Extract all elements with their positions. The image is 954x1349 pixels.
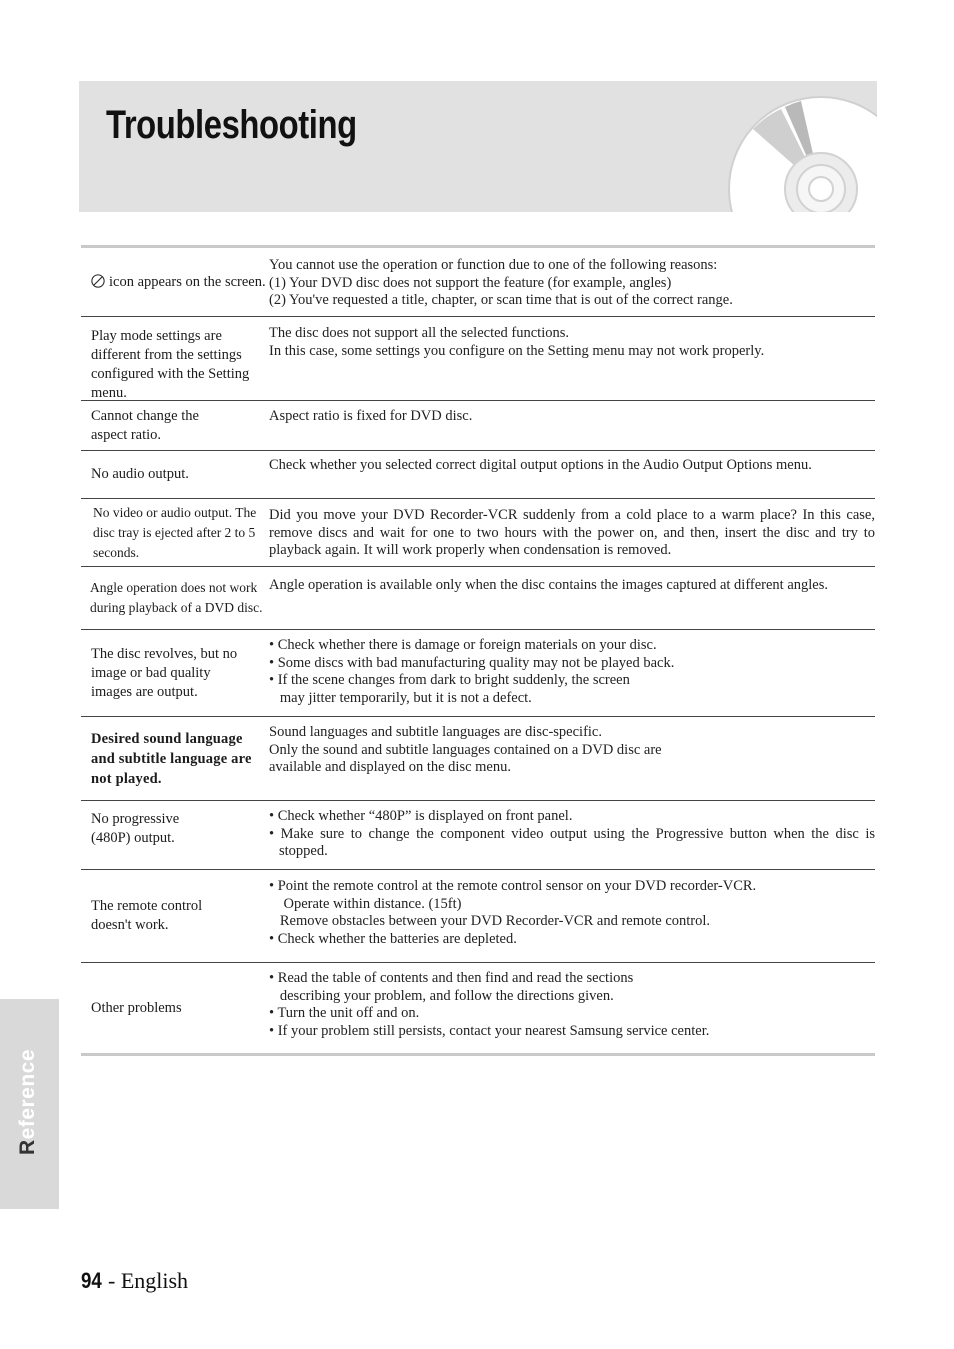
solution-cell: Did you move your DVD Recorder-VCR suddenly from a cold place to a warm place? In this case, remove discs and wait for one to two hours with the power on, and then, insert the disc and try to playback again. It will work properly when condensation is removed. (269, 507, 875, 558)
table-row (81, 316, 875, 400)
problem-cell: The disc revolves, but no image or bad quality images are output. (91, 645, 238, 700)
header-band (79, 81, 877, 212)
solution-cell: Check whether you selected correct digital output options in the Audio Output Options menu. (269, 457, 812, 473)
solution-cell: • Check whether there is damage or foreign materials on your disc. • Some discs with bad manufacturing quality may not be played back. • If the scene changes from dark to bright suddenly, the screen may jitter temporarily, but it is not a defect. (269, 637, 675, 706)
solution-cell: You cannot use the operation or function due to one of the following reasons: (1) Your DVD disc does not support the feature (for example, angles) (2) You've requested a title, chapter, or scan time that is out of the correct range. (269, 257, 733, 308)
problem-cell: No progressive (480P) output. (91, 811, 180, 846)
table-row (81, 962, 875, 1053)
solution-cell: • Point the remote control at the remote control sensor on your DVD recorder-VCR. Operate within distance. (15ft) Remove obstacles between your DVD Recorder-VCR and remote control. • Check whether the batteries are depleted. (269, 878, 757, 947)
problem-cell: Cannot change the aspect ratio. (91, 407, 199, 443)
problem-cell: Other problems (91, 999, 182, 1016)
disc-icon (719, 81, 877, 212)
solution-cell: Aspect ratio is fixed for DVD disc. (269, 408, 473, 424)
table-row (81, 869, 875, 962)
solution-cell: Angle operation is available only when the disc contains the images captured at different angles. (269, 577, 829, 593)
problem-cell: icon appears on the screen. (81, 248, 269, 316)
table-row (81, 450, 875, 498)
page-footer (81, 1268, 188, 1294)
table-row (81, 800, 875, 869)
table-row (81, 566, 875, 629)
problem-cell: Angle operation does not work during playback of a DVD disc. (90, 580, 263, 615)
page-number: 94 (81, 1268, 102, 1293)
table-row (81, 629, 875, 716)
problem-cell: The remote control doesn't work. (91, 898, 203, 933)
solution-cell: The disc does not support all the selected functions. In this case, some settings you configure on the Setting menu may not work properly. (269, 325, 765, 359)
problem-cell: No video or audio output. The disc tray is ejected after 2 to 5 seconds. (93, 504, 257, 560)
solution-cell: • Check whether “480P” is displayed on front panel. • Make sure to change the component video output using the Progressive button when the disc is stopped. (269, 808, 875, 859)
section-label: Reference (16, 1048, 39, 1156)
problem-cell: No audio output. (91, 466, 189, 482)
table-row (81, 248, 875, 316)
table-row (81, 400, 875, 450)
no-entry-icon (91, 274, 105, 288)
footer-language: English (120, 1268, 189, 1293)
page-title: Troubleshooting (106, 103, 357, 147)
table-row (81, 716, 875, 800)
problem-cell: Play mode settings are different from the settings configured with the Setting menu. (91, 328, 250, 401)
solution-cell: Sound languages and subtitle languages are disc-specific. Only the sound and subtitle languages contained on a DVD disc are available and displayed on the disc menu. (269, 724, 662, 775)
footer-separator: - (102, 1268, 121, 1293)
table-row (81, 498, 875, 566)
solution-cell: • Read the table of contents and then find and read the sections describing your problem, and follow the directions given. • Turn the unit off and on. • If your problem still persists, contact your nearest Samsung service center. (269, 970, 710, 1039)
problem-cell: Desired sound language and subtitle language are not played. (91, 730, 252, 787)
troubleshooting-table (81, 245, 875, 1056)
